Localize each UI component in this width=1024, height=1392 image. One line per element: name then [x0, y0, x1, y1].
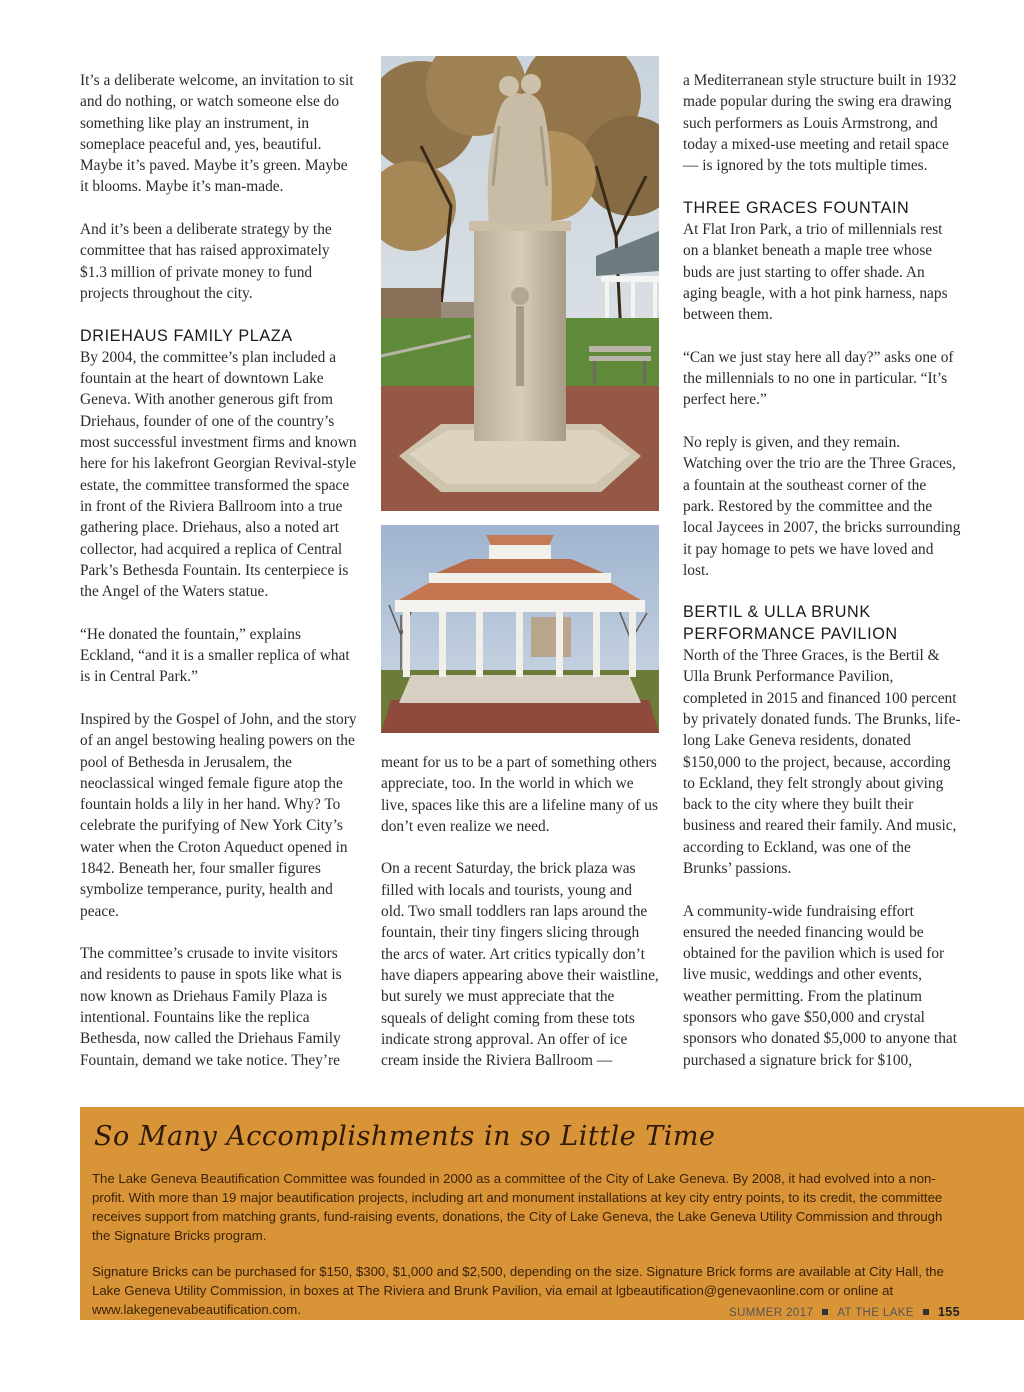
accomplishments-sidebar [80, 1107, 1024, 1320]
paragraph: a Mediterranean style structure built in 1932 made popular during the swing era drawing such performers as Louis Armstrong, and today a mixed-use meeting and retail space — is ignored by the tots multiple times. [683, 72, 957, 175]
paragraph: At Flat Iron Park, a trio of millennials rest on a blanket beneath a maple tree whose buds are just starting to offer shade. An aging beagle, with a hot pink harness, naps between them. [683, 221, 948, 324]
page-number: 155 [937, 1305, 960, 1319]
paragraph: It’s a deliberate welcome, an invitation to sit and do nothing, or watch someone else do something like play an instrument, in someplace peaceful and, yes, beautiful. Maybe it’s paved. Maybe it’s green. Maybe it blooms. Maybe it’s man-made. [80, 72, 354, 196]
paragraph: By 2004, the committee’s plan included a fountain at the heart of downtown Lake Geneva. With another generous gift from Driehaus, founder of one of the country’s most successful investment firms and known here for his lakefront Georgian Revival-style estate, the committee transformed the space in front of the Riviera Ballroom into a true gathering place. Driehaus, also a noted art collector, had acquired a replica of Central Park’s Bethesda Fountain. Its centerpiece is the Angel of the Waters statue. [80, 348, 357, 601]
separator-square-icon [923, 1309, 929, 1315]
page-footer [729, 1305, 960, 1319]
sidebar-paragraph: The Lake Geneva Beautification Committee was founded in 2000 as a committee of the City of Lake Geneva. By 2008, it had evolved into a non-profit. With more than 19 major beautification projects, including art and monument installations at key city entry points, to its credit, the committee receives support from matching grants, fund-raising events, donations, the City of Lake Geneva, the Lake Geneva Utility Commission and through the Signature Bricks program. [92, 1171, 943, 1243]
paragraph: And it’s been a deliberate strategy by the committee that has raised approximately $1.3 million of private money to fund projects throughout the city. [80, 221, 332, 302]
footer-magazine: AT THE LAKE [837, 1307, 914, 1319]
article-column-1 [80, 70, 358, 1071]
footer-issue: SUMMER 2017 [729, 1307, 814, 1319]
paragraph: The committee’s crusade to invite visitors and residents to pause in spots like what is now known as Driehaus Family Plaza is intentional. Fountains like the replica Bethesda, now called the Driehaus Family Fountain, demand we take notice. They’re [80, 945, 342, 1069]
three-graces-fountain-photo [381, 56, 659, 511]
article-column-2 [381, 752, 659, 1071]
paragraph: “Can we just stay here all day?” asks one of the millennials to no one in particular. “It’s perfect here.” [683, 348, 954, 409]
paragraph: meant for us to be a part of something others appreciate, too. In the world in which we live, spaces like this are a lifeline many of us don’t even realize we need. [381, 754, 658, 835]
paragraph: Inspired by the Gospel of John, and the story of an angel bestowing healing powers on the pool of Bethesda in Jerusalem, the neoclassical winged female figure atop the fountain holds a lily in her hand. Why? To celebrate the purifying of New York City’s water when the Croton Aqueduct opened in 1842. Beneath her, four smaller figures symbolize temperance, purity, health and peace. [80, 710, 357, 920]
sidebar-paragraph: Signature Bricks can be purchased for $150, $300, $1,000 and $2,500, depending on the size. Signature Brick forms are available at City Hall, the Lake Geneva Utility Commission, in boxes at The Riviera and Brunk Pavilion, via email at lgbeautification@genevaonline.com or online at www.lakegenevabeautification.com. [92, 1264, 944, 1317]
paragraph: A community-wide fundraising effort ensured the needed financing would be obtained for the pavilion which is used for live music, weddings and other events, weather permitting. From the platinum sponsors who gave $50,000 and crystal sponsors who donated $5,000 to anyone that purchased a signature brick for $100, [683, 902, 958, 1069]
section-heading-driehaus: DRIEHAUS FAMILY PLAZA [80, 326, 293, 345]
sidebar-title: So Many Accomplishments in so Little Time [94, 1121, 716, 1152]
paragraph: No reply is given, and they remain. Watching over the trio are the Three Graces, a fountain at the southeast corner of the park. Restored by the committee and the local Jaycees in 2007, the bricks surrounding it pay homage to pets we have loved and lost. [683, 434, 961, 579]
separator-square-icon [822, 1309, 828, 1315]
section-heading-three-graces: THREE GRACES FOUNTAIN [683, 198, 910, 217]
paragraph: North of the Three Graces, is the Bertil & Ulla Brunk Performance Pavilion, completed in 2015 and financed 100 percent by privately donated funds. The Brunks, life-long Lake Geneva residents, donated $150,000 to the project, because, according to Eckland, they felt strongly about giving back to the city where they built their business and reared their family. And music, according to Eckland, was one of the Brunks’ passions. [683, 647, 961, 877]
section-heading-brunk-pavilion: BERTIL & ULLA BRUNK PERFORMANCE PAVILION [683, 603, 898, 643]
article-column-3 [683, 70, 961, 1071]
paragraph: “He donated the fountain,” explains Eckland, “and it is a smaller replica of what is in Central Park.” [80, 625, 350, 686]
paragraph: On a recent Saturday, the brick plaza was filled with locals and tourists, young and old. Two small toddlers ran laps around the fountain, their tiny fingers slicing through the arcs of water. Art critics typically don’t have diapers appearing above their waistline, but surely we must appreciate that the squeals of delight coming from these tots indicate strong approval. An offer of ice cream inside the Riviera Ballroom — [381, 860, 659, 1070]
brunk-pavilion-photo [381, 525, 659, 733]
